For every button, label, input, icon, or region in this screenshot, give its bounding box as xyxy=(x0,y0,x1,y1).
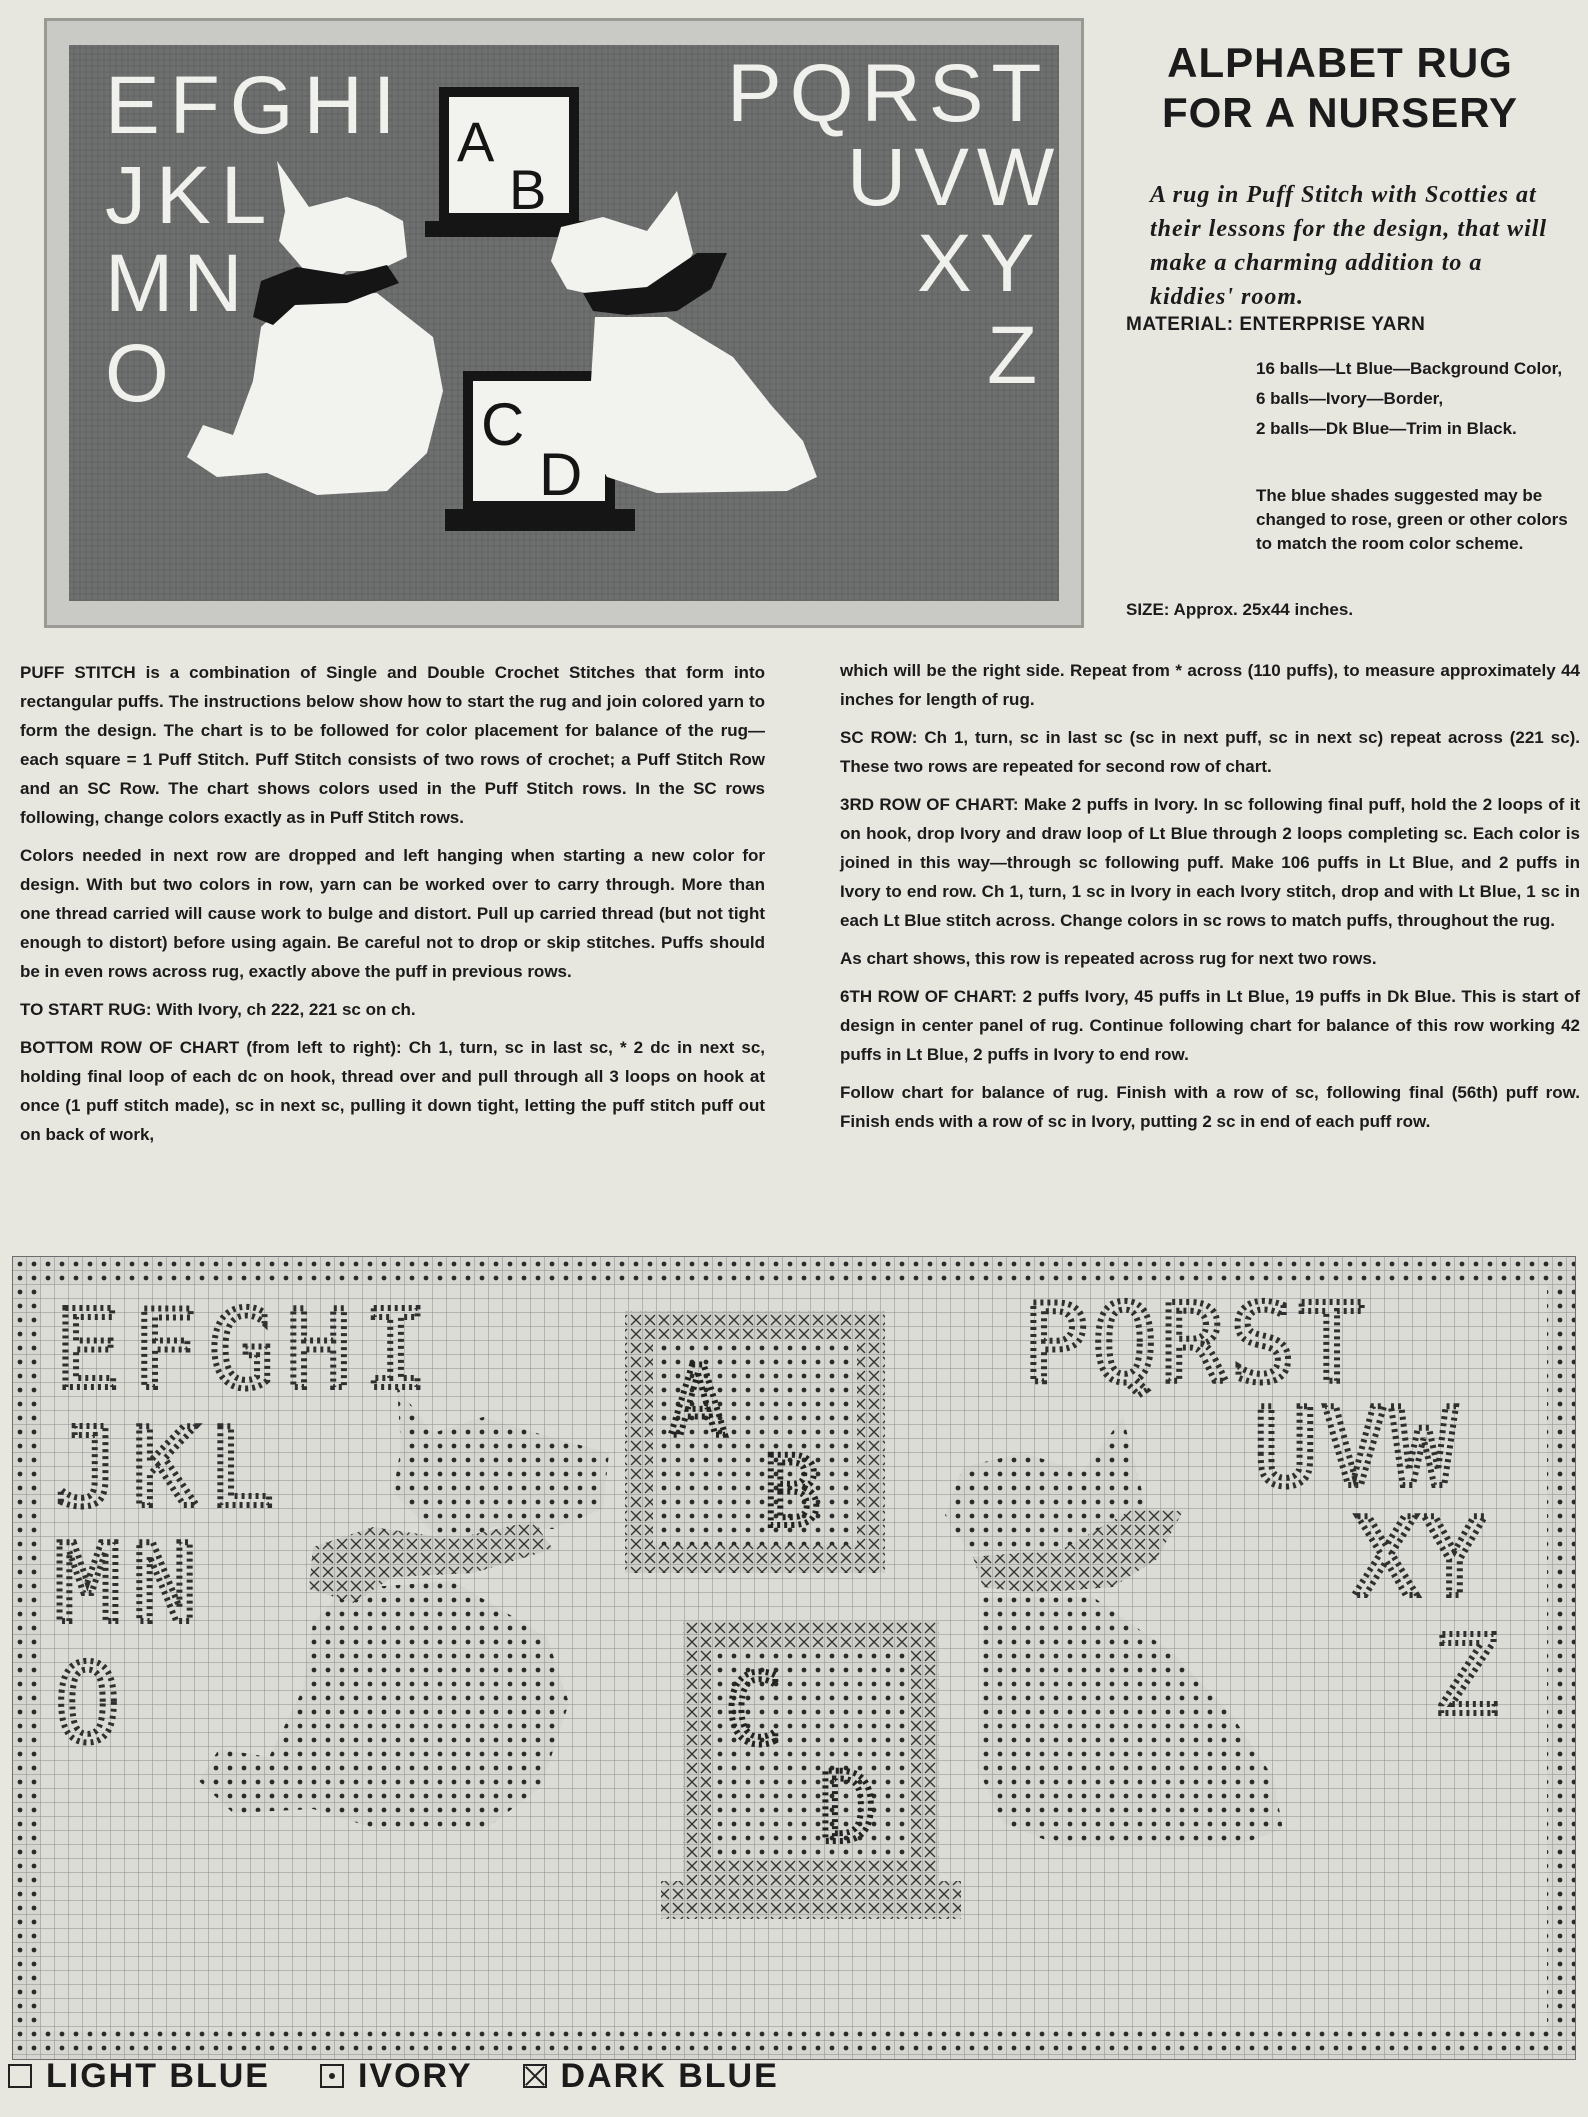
chart-letter-d: D xyxy=(819,1752,877,1864)
photo-letters-efghi: EFGHI xyxy=(105,60,406,151)
paragraph: which will be the right side. Repeat from * across (110 puffs), to measure approximately 44 inches for length of rug. xyxy=(840,661,1580,709)
chart-legend xyxy=(8,2046,1008,2106)
block-ab xyxy=(425,87,593,237)
rug-photo xyxy=(44,18,1084,628)
photo-letters-xy: XY xyxy=(917,218,1043,309)
dot-square-icon xyxy=(320,2064,344,2088)
block-letter-c: C xyxy=(481,391,525,458)
yarn-list xyxy=(1256,354,1576,444)
x-square-icon xyxy=(523,2064,547,2088)
chart-letter-b: B xyxy=(763,1436,821,1548)
block-letter-d: D xyxy=(539,441,583,508)
material-label: MATERIAL: ENTERPRISE YARN xyxy=(1126,314,1426,335)
paragraph: SC ROW: Ch 1, turn, sc in last sc (sc in next puff, sc in next sc) repeat across (221 sc). These two rows are repeated for second row of chart. xyxy=(840,728,1580,776)
chart-letters-efghi: EFGHI xyxy=(55,1288,441,1413)
paragraph: BOTTOM ROW OF CHART (from left to right): Ch 1, turn, sc in last sc, * 2 dc in next sc, holding final loop of each dc on hook, thread over and pull through all 3 loops on hook at once (1 puff stitch made), sc in next sc, pulling it down tight, letting the puff stitch puff out on back of work, xyxy=(20,1038,765,1144)
yarn-line: 2 balls—Dk Blue—Trim in Black. xyxy=(1256,419,1517,438)
photo-letters-pqrst: PQRST xyxy=(727,48,1050,139)
legend-item-ivory xyxy=(320,2057,473,2096)
block-letter-a: A xyxy=(457,110,495,173)
crochet-chart xyxy=(12,1256,1576,2060)
paragraph: Follow chart for balance of rug. Finish with a row of sc, following final (56th) puff row. Finish ends with a row of sc in Ivory, putting 2 sc in end of each puff row. xyxy=(840,1083,1580,1131)
paragraph: TO START RUG: With Ivory, ch 222, 221 sc on ch. xyxy=(20,1000,416,1019)
size-text: SIZE: Approx. 25x44 inches. xyxy=(1126,600,1354,619)
legend-item-light-blue xyxy=(8,2057,270,2096)
yarn-line: 6 balls—Ivory—Border, xyxy=(1256,389,1444,408)
photo-letters-o: O xyxy=(105,328,169,419)
photo-letters-mn: MN xyxy=(105,238,253,329)
empty-square-icon xyxy=(8,2064,32,2088)
legend-label: IVORY xyxy=(357,2056,473,2095)
chart-block-ab xyxy=(625,1311,885,1573)
chart-letters-o: O xyxy=(55,1642,121,1767)
intro-text: A rug in Puff Stitch with Scotties at their lessons for the design, that will make a charming addition to a kiddies' room. xyxy=(1150,182,1548,310)
chart-letters-jkl: JKL xyxy=(55,1406,287,1531)
legend-label: LIGHT BLUE xyxy=(46,2056,270,2095)
chart-letters-z: Z xyxy=(1433,1614,1499,1739)
chart-letter-a: A xyxy=(669,1346,727,1458)
chart-letters-mn: MN xyxy=(55,1522,210,1647)
paragraph: 6TH ROW OF CHART: 2 puffs Ivory, 45 puffs in Lt Blue, 19 puffs in Dk Blue. This is start of design in center panel of rug. Continue following chart for balance of this row working 42 puffs in Lt Blue, 2 puffs in Ivory to end row. xyxy=(840,987,1580,1064)
color-note: The blue shades suggested may be changed to rose, green or other colors to match the room color scheme. xyxy=(1256,486,1568,553)
paragraph: 3RD ROW OF CHART: Make 2 puffs in Ivory. In sc following final puff, hold the 2 loops of it on hook, drop Ivory and draw loop of Lt Blue through 2 loops completing sc. Each color is joined in this way—through sc following puff. Make 106 puffs in Lt Blue, and 2 puffs in Ivory to end row. Ch 1, turn, 1 sc in Ivory in each Ivory stitch, drop and with Lt Blue, 1 sc in each Lt Blue stitch across. Change colors in sc rows to match puffs, throughout the rug. xyxy=(840,795,1580,930)
page-title: ALPHABET RUG FOR A NURSERY xyxy=(1161,39,1518,136)
legend-item-dark-blue xyxy=(523,2057,779,2096)
chart-letters-xy: XY xyxy=(1353,1496,1492,1621)
paragraph: Colors needed in next row are dropped and left hanging when starting a new color for design. With but two colors in row, yarn can be worked over to carry through. More than one thread carried will cause work to bulge and distort. Pull up carried thread (but not tight enough to distort) before using again. Be careful not to drop or skip stitches. Puffs should be in even rows across rug, exactly above the puff in previous rows. xyxy=(20,846,765,981)
paragraph: As chart shows, this row is repeated across rug for next two rows. xyxy=(840,949,1377,968)
photo-letters-jkl: JKL xyxy=(105,150,277,241)
chart-letters-uvw: UVW xyxy=(1253,1386,1461,1511)
instructions-left-column xyxy=(20,658,765,1158)
chart-block-cd xyxy=(661,1621,961,1919)
photo-letters-uvw: UVW xyxy=(847,132,1063,223)
chart-grid xyxy=(13,1257,1575,2059)
chart-letter-c: C xyxy=(725,1654,783,1766)
yarn-line: 16 balls—Lt Blue—Background Color, xyxy=(1256,359,1563,378)
rug-illustration xyxy=(47,21,1081,625)
instructions-right-column xyxy=(840,656,1580,1145)
paragraph: PUFF STITCH is a combination of Single and Double Crochet Stitches that form into rectangular puffs. The instructions below show how to start the rug and join colored yarn to form the design. The chart is to be followed for color placement for balance of the rug—each square = 1 Puff Stitch. Puff Stitch consists of two rows of crochet; a Puff Stitch Row and an SC Row. The chart shows colors used in the Puff Stitch rows. In the SC rows following, change colors exactly as in Puff Stitch rows. xyxy=(20,663,765,827)
block-letter-b: B xyxy=(509,158,547,221)
chart-letters-pqrst: PQRST xyxy=(1023,1282,1369,1407)
legend-label: DARK BLUE xyxy=(560,2056,779,2095)
photo-letters-z: Z xyxy=(987,310,1038,401)
